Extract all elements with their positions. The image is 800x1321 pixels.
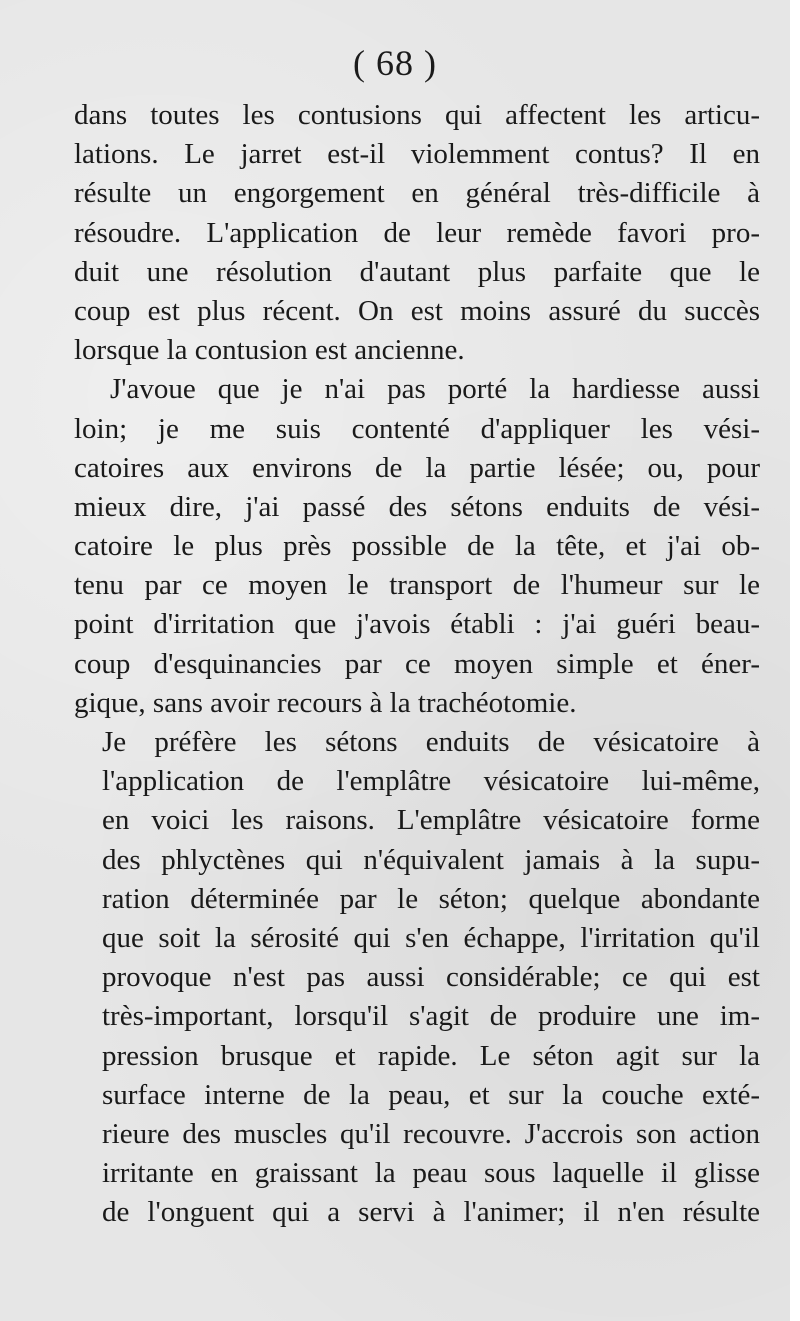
text-line: catoires aux environs de la partie lésée; ou, pour (74, 451, 760, 484)
text-line: provoque n'est pas aussi considérable; ce qui est (102, 961, 760, 994)
text-line: catoire le plus près possible de la tête, et j'ai ob- (74, 530, 760, 563)
text-line: surface interne de la peau, et sur la couche exté- (102, 1078, 760, 1111)
text-line: ration déterminée par le séton; quelque abondante (102, 882, 760, 915)
text-line: rieure des muscles qu'il recouvre. J'accrois son action (102, 1117, 760, 1150)
text-line: des phlyctènes qui n'équivalent jamais à la supu- (102, 843, 760, 876)
paragraph-start-line: J'avoue que je n'ai pas porté la hardiesse aussi (110, 373, 760, 406)
page-number: ( 68 ) (353, 43, 437, 83)
text-line: mieux dire, j'ai passé des sétons enduits de vési- (74, 490, 760, 523)
text-line: point d'irritation que j'avois établi : j'ai guéri beau- (74, 608, 760, 641)
text-line: lorsque la contusion est ancienne. (74, 334, 465, 367)
paragraph-start-line: Je préfère les sétons enduits de vésicatoire à (102, 726, 760, 758)
text-line: lations. Le jarret est-il violemment contus? Il en (74, 138, 760, 171)
text-line: de l'onguent qui a servi à l'animer; il n'en résulte (102, 1196, 760, 1229)
text-line: loin; je me suis contenté d'appliquer les vési- (74, 412, 760, 445)
text-line: coup est plus récent. On est moins assuré du succès (74, 294, 760, 327)
text-line: duit une résolution d'autant plus parfaite que le (74, 255, 760, 288)
text-line: tenu par ce moyen le transport de l'humeur sur le (74, 569, 760, 602)
text-line: résoudre. L'application de leur remède favori pro- (74, 216, 760, 249)
body-text (74, 96, 760, 1232)
text-line: coup d'esquinancies par ce moyen simple et éner- (74, 647, 760, 680)
text-line: dans toutes les contusions qui affectent les articu- (74, 99, 760, 131)
text-line: que soit la sérosité qui s'en échappe, l'irritation qu'il (102, 921, 760, 954)
text-line: résulte un engorgement en général très-difficile à (74, 177, 760, 210)
text-line: l'application de l'emplâtre vésicatoire lui-même, (102, 765, 760, 798)
text-line: pression brusque et rapide. Le séton agit sur la (102, 1039, 760, 1072)
text-line: irritante en graissant la peau sous laquelle il glisse (102, 1157, 760, 1190)
text-line: très-important, lorsqu'il s'agit de produire une im- (102, 1000, 760, 1033)
text-line: en voici les raisons. L'emplâtre vésicatoire forme (102, 804, 760, 837)
text-line: gique, sans avoir recours à la trachéotomie. (74, 686, 577, 719)
